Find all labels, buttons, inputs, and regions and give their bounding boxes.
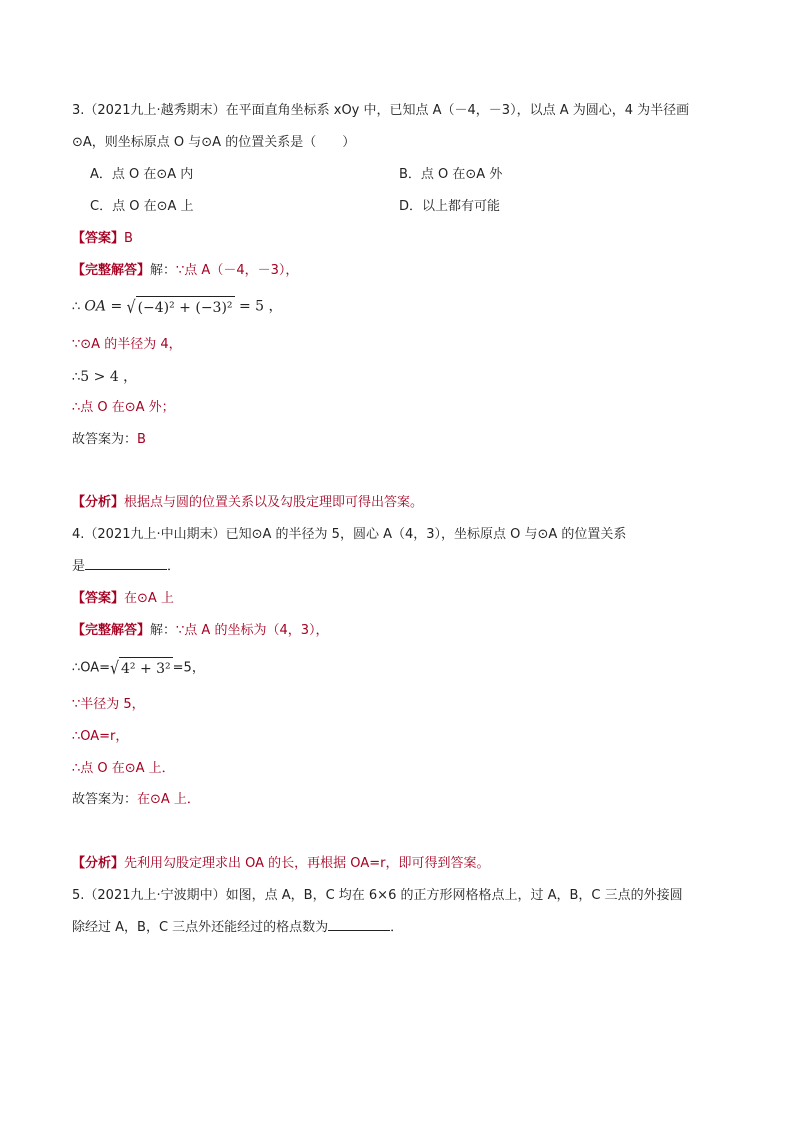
solution-text: ∵半径为 5， <box>72 697 145 712</box>
q3-option-a: A．点 O 在⊙A 内 <box>90 167 194 182</box>
q3-solution-line3 <box>72 335 182 355</box>
solution-text: ∵⊙A 的半径为 4， <box>72 337 182 352</box>
analysis-tag: 【分析】 <box>72 856 125 871</box>
sqrt-expression <box>110 657 173 679</box>
answer-blank <box>328 918 390 931</box>
stem-text: 是 <box>72 559 86 574</box>
solution-text: ∵点 A 的坐标为（4，3）， <box>176 623 329 638</box>
q4-solution-line3 <box>72 695 145 715</box>
stem-text: 除经过 A，B，C 三点外还能经过的格点数为 <box>72 920 329 935</box>
solution-text: ∴点 O 在⊙A 上． <box>72 761 175 776</box>
q3-option-c: C．点 O 在⊙A 上 <box>90 199 194 214</box>
solution-tag: 【完整解答】 <box>72 263 151 278</box>
final-answer-label: 故答案为： <box>72 792 138 807</box>
stem-end: ． <box>390 920 404 935</box>
q4-final-answer <box>72 790 200 810</box>
answer-tag: 【答案】 <box>72 231 125 246</box>
q4-solution-line5 <box>72 759 175 779</box>
answer-blank <box>85 557 167 570</box>
q3-analysis <box>72 493 423 513</box>
radical-sign: √ <box>126 298 136 318</box>
solution-text: ∴OA=r， <box>72 729 129 744</box>
final-answer-label: 故答案为： <box>72 432 138 447</box>
formula-lhs: OA = <box>84 298 127 315</box>
q3-solution-line5 <box>72 398 175 418</box>
q4-solution-line1 <box>72 621 329 641</box>
therefore-symbol: ∴ <box>72 370 81 385</box>
q5-stem-line1: 5.（2021九上·宁波期中）如图，点 A，B，C 均在 6×6 的正方形网格格点上，过 A，B，C 三点的外接圆 <box>72 888 683 903</box>
analysis-text: 先利用勾股定理求出 OA 的长，再根据 OA=r，即可得到答案。 <box>124 856 490 871</box>
q4-answer <box>72 589 174 609</box>
formula-rhs: = 5 ， <box>234 298 283 315</box>
q3-option-b: B．点 O 在⊙A 外 <box>399 167 503 182</box>
analysis-tag: 【分析】 <box>72 495 125 510</box>
q3-stem-line2: ⊙A，则坐标原点 O 与⊙A 的位置关系是（ ） <box>72 135 356 150</box>
solution-text: ∴点 O 在⊙A 外； <box>72 400 175 415</box>
radicand: 4² + 3² <box>119 657 173 679</box>
q5-stem-line2 <box>72 918 403 938</box>
answer-tag: 【答案】 <box>72 591 125 606</box>
q4-solution-line2 <box>72 657 205 679</box>
formula-rhs: =5， <box>172 660 205 676</box>
answer-value: 在⊙A 上 <box>124 591 174 606</box>
q3-solution-line1 <box>72 261 298 281</box>
q3-option-d: D．以上都有可能 <box>399 199 501 214</box>
radicand: (−4)² + (−3)² <box>136 296 235 318</box>
q3-final-answer <box>72 430 146 450</box>
q3-solution-line4 <box>72 367 137 388</box>
q3-answer <box>72 229 133 249</box>
stem-end: ． <box>167 559 181 574</box>
formula-lhs: ∴OA= <box>72 660 111 676</box>
final-answer-value: 在⊙A 上． <box>137 792 200 807</box>
q3-stem-line1: 3.（2021九上·越秀期末）在平面直角坐标系 xOy 中，已知点 A（－4，－3），以点 A 为圆心，4 为半径画 <box>72 103 690 118</box>
solution-tag: 【完整解答】 <box>72 623 151 638</box>
solution-intro: 解： <box>150 623 177 638</box>
q4-stem-line2 <box>72 557 180 577</box>
solution-text: ∵点 A（－4，－3）， <box>176 263 299 278</box>
radical-sign: √ <box>110 659 119 679</box>
sqrt-expression <box>127 296 235 318</box>
solution-intro: 解： <box>150 263 177 278</box>
q4-solution-line4 <box>72 727 128 747</box>
answer-value: B <box>124 231 133 246</box>
therefore-symbol: ∴ <box>72 299 81 315</box>
q3-solution-line2 <box>72 296 283 318</box>
q4-analysis <box>72 854 489 874</box>
final-answer-value: B <box>137 432 146 447</box>
inequality: 5 > 4 ， <box>80 369 138 385</box>
q4-stem-line1: 4.（2021九上·中山期末）已知⊙A 的半径为 5，圆心 A（4，3），坐标原点 O 与⊙A 的位置关系 <box>72 527 627 542</box>
analysis-text: 根据点与圆的位置关系以及勾股定理即可得出答案。 <box>124 495 424 510</box>
